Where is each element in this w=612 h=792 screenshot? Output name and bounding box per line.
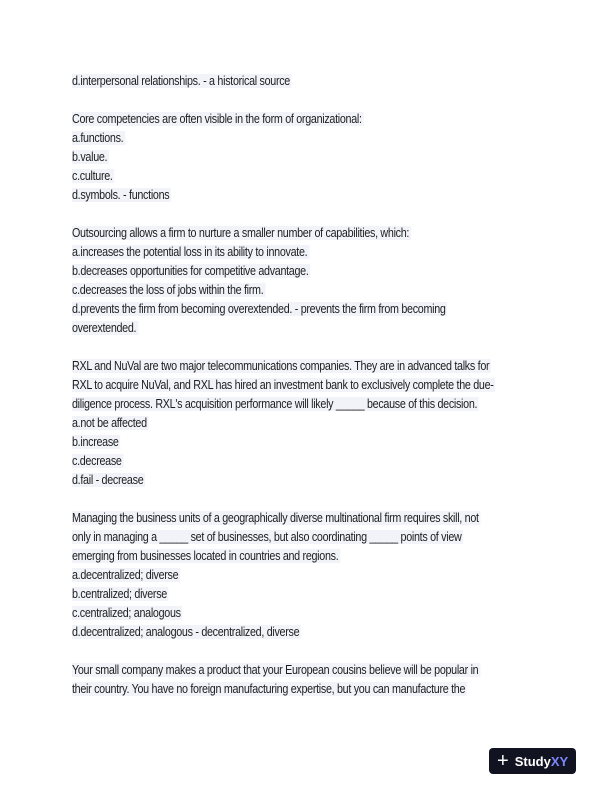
text-line-content: Your small company makes a product that your European cousins believe will be popular in bbox=[72, 663, 479, 677]
logo-text-xy: XY bbox=[550, 753, 569, 769]
text-line-content: b.increase bbox=[72, 435, 119, 449]
text-line-content: b.value. bbox=[72, 150, 108, 164]
paragraph-gap bbox=[72, 490, 541, 509]
text-line-content: c.decrease bbox=[72, 454, 122, 468]
text-line-content: d.prevents the firm from becoming overextended. - prevents the firm from becoming bbox=[72, 302, 446, 316]
plus-icon: + bbox=[497, 750, 509, 772]
text-line bbox=[72, 376, 541, 395]
text-line-content: d.symbols. - functions bbox=[72, 188, 170, 202]
text-line bbox=[72, 680, 541, 699]
paragraph-gap bbox=[72, 338, 541, 357]
text-line bbox=[72, 357, 541, 376]
text-line-content: Core competencies are often visible in the form of organizational: bbox=[72, 112, 362, 126]
text-line-content: b.decreases opportunities for competitive advantage. bbox=[72, 264, 309, 278]
text-line bbox=[72, 167, 541, 186]
text-line-content: a.increases the potential loss in its ability to innovate. bbox=[72, 245, 308, 259]
text-line bbox=[72, 528, 541, 547]
text-line bbox=[72, 281, 541, 300]
logo-text-study: Study bbox=[514, 753, 551, 769]
text-line-content: c.centralized; analogous bbox=[72, 606, 181, 620]
text-line-content: RXL and NuVal are two major telecommunications companies. They are in advanced talks for bbox=[72, 359, 490, 373]
text-line bbox=[72, 452, 541, 471]
paragraph-gap bbox=[72, 642, 541, 661]
text-line bbox=[72, 509, 541, 528]
text-line-content: Managing the business units of a geographically diverse multinational firm requires skill, not bbox=[72, 511, 479, 525]
text-line-content: a.decentralized; diverse bbox=[72, 568, 179, 582]
text-line-content: c.culture. bbox=[72, 169, 113, 183]
text-line bbox=[72, 243, 541, 262]
text-line bbox=[72, 129, 541, 148]
text-line bbox=[72, 661, 541, 680]
text-line bbox=[72, 72, 541, 91]
text-line-content: d.fail - decrease bbox=[72, 473, 144, 487]
text-line-content: d.interpersonal relationships. - a historical source bbox=[72, 74, 290, 88]
text-line-content: only in managing a _____ set of businesses, but also coordinating _____ points of view bbox=[72, 530, 462, 544]
text-line bbox=[72, 319, 541, 338]
text-line bbox=[72, 585, 541, 604]
text-line-content: emerging from businesses located in countries and regions. bbox=[72, 549, 339, 563]
text-line bbox=[72, 566, 541, 585]
text-line-content: Outsourcing allows a firm to nurture a smaller number of capabilities, which: bbox=[72, 226, 410, 240]
text-line bbox=[72, 186, 541, 205]
text-line bbox=[72, 547, 541, 566]
text-line-content: c.decreases the loss of jobs within the firm. bbox=[72, 283, 264, 297]
text-line bbox=[72, 262, 541, 281]
text-line-content: RXL to acquire NuVal, and RXL has hired an investment bank to exclusively complete the due- bbox=[72, 378, 494, 392]
document-body bbox=[72, 72, 541, 699]
text-line-content: overextended. bbox=[72, 321, 137, 335]
text-line bbox=[72, 604, 541, 623]
text-line bbox=[72, 148, 541, 167]
text-line bbox=[72, 623, 541, 642]
text-line-content: d.decentralized; analogous - decentralized, diverse bbox=[72, 625, 300, 639]
text-line bbox=[72, 471, 541, 490]
text-line bbox=[72, 414, 541, 433]
text-line bbox=[72, 110, 541, 129]
text-line-content: b.centralized; diverse bbox=[72, 587, 167, 601]
studyxy-logo[interactable] bbox=[489, 748, 576, 774]
paragraph-gap bbox=[72, 91, 541, 110]
text-line-content: a.not be affected bbox=[72, 416, 147, 430]
text-line bbox=[72, 224, 541, 243]
text-line-content: their country. You have no foreign manufacturing expertise, but you can manufacture the bbox=[72, 682, 466, 696]
text-line bbox=[72, 300, 541, 319]
text-line-content: a.functions. bbox=[72, 131, 124, 145]
text-line bbox=[72, 395, 541, 414]
text-line-content: diligence process. RXL's acquisition performance will likely _____ because of this decision. bbox=[72, 397, 478, 411]
paragraph-gap bbox=[72, 205, 541, 224]
text-line bbox=[72, 433, 541, 452]
